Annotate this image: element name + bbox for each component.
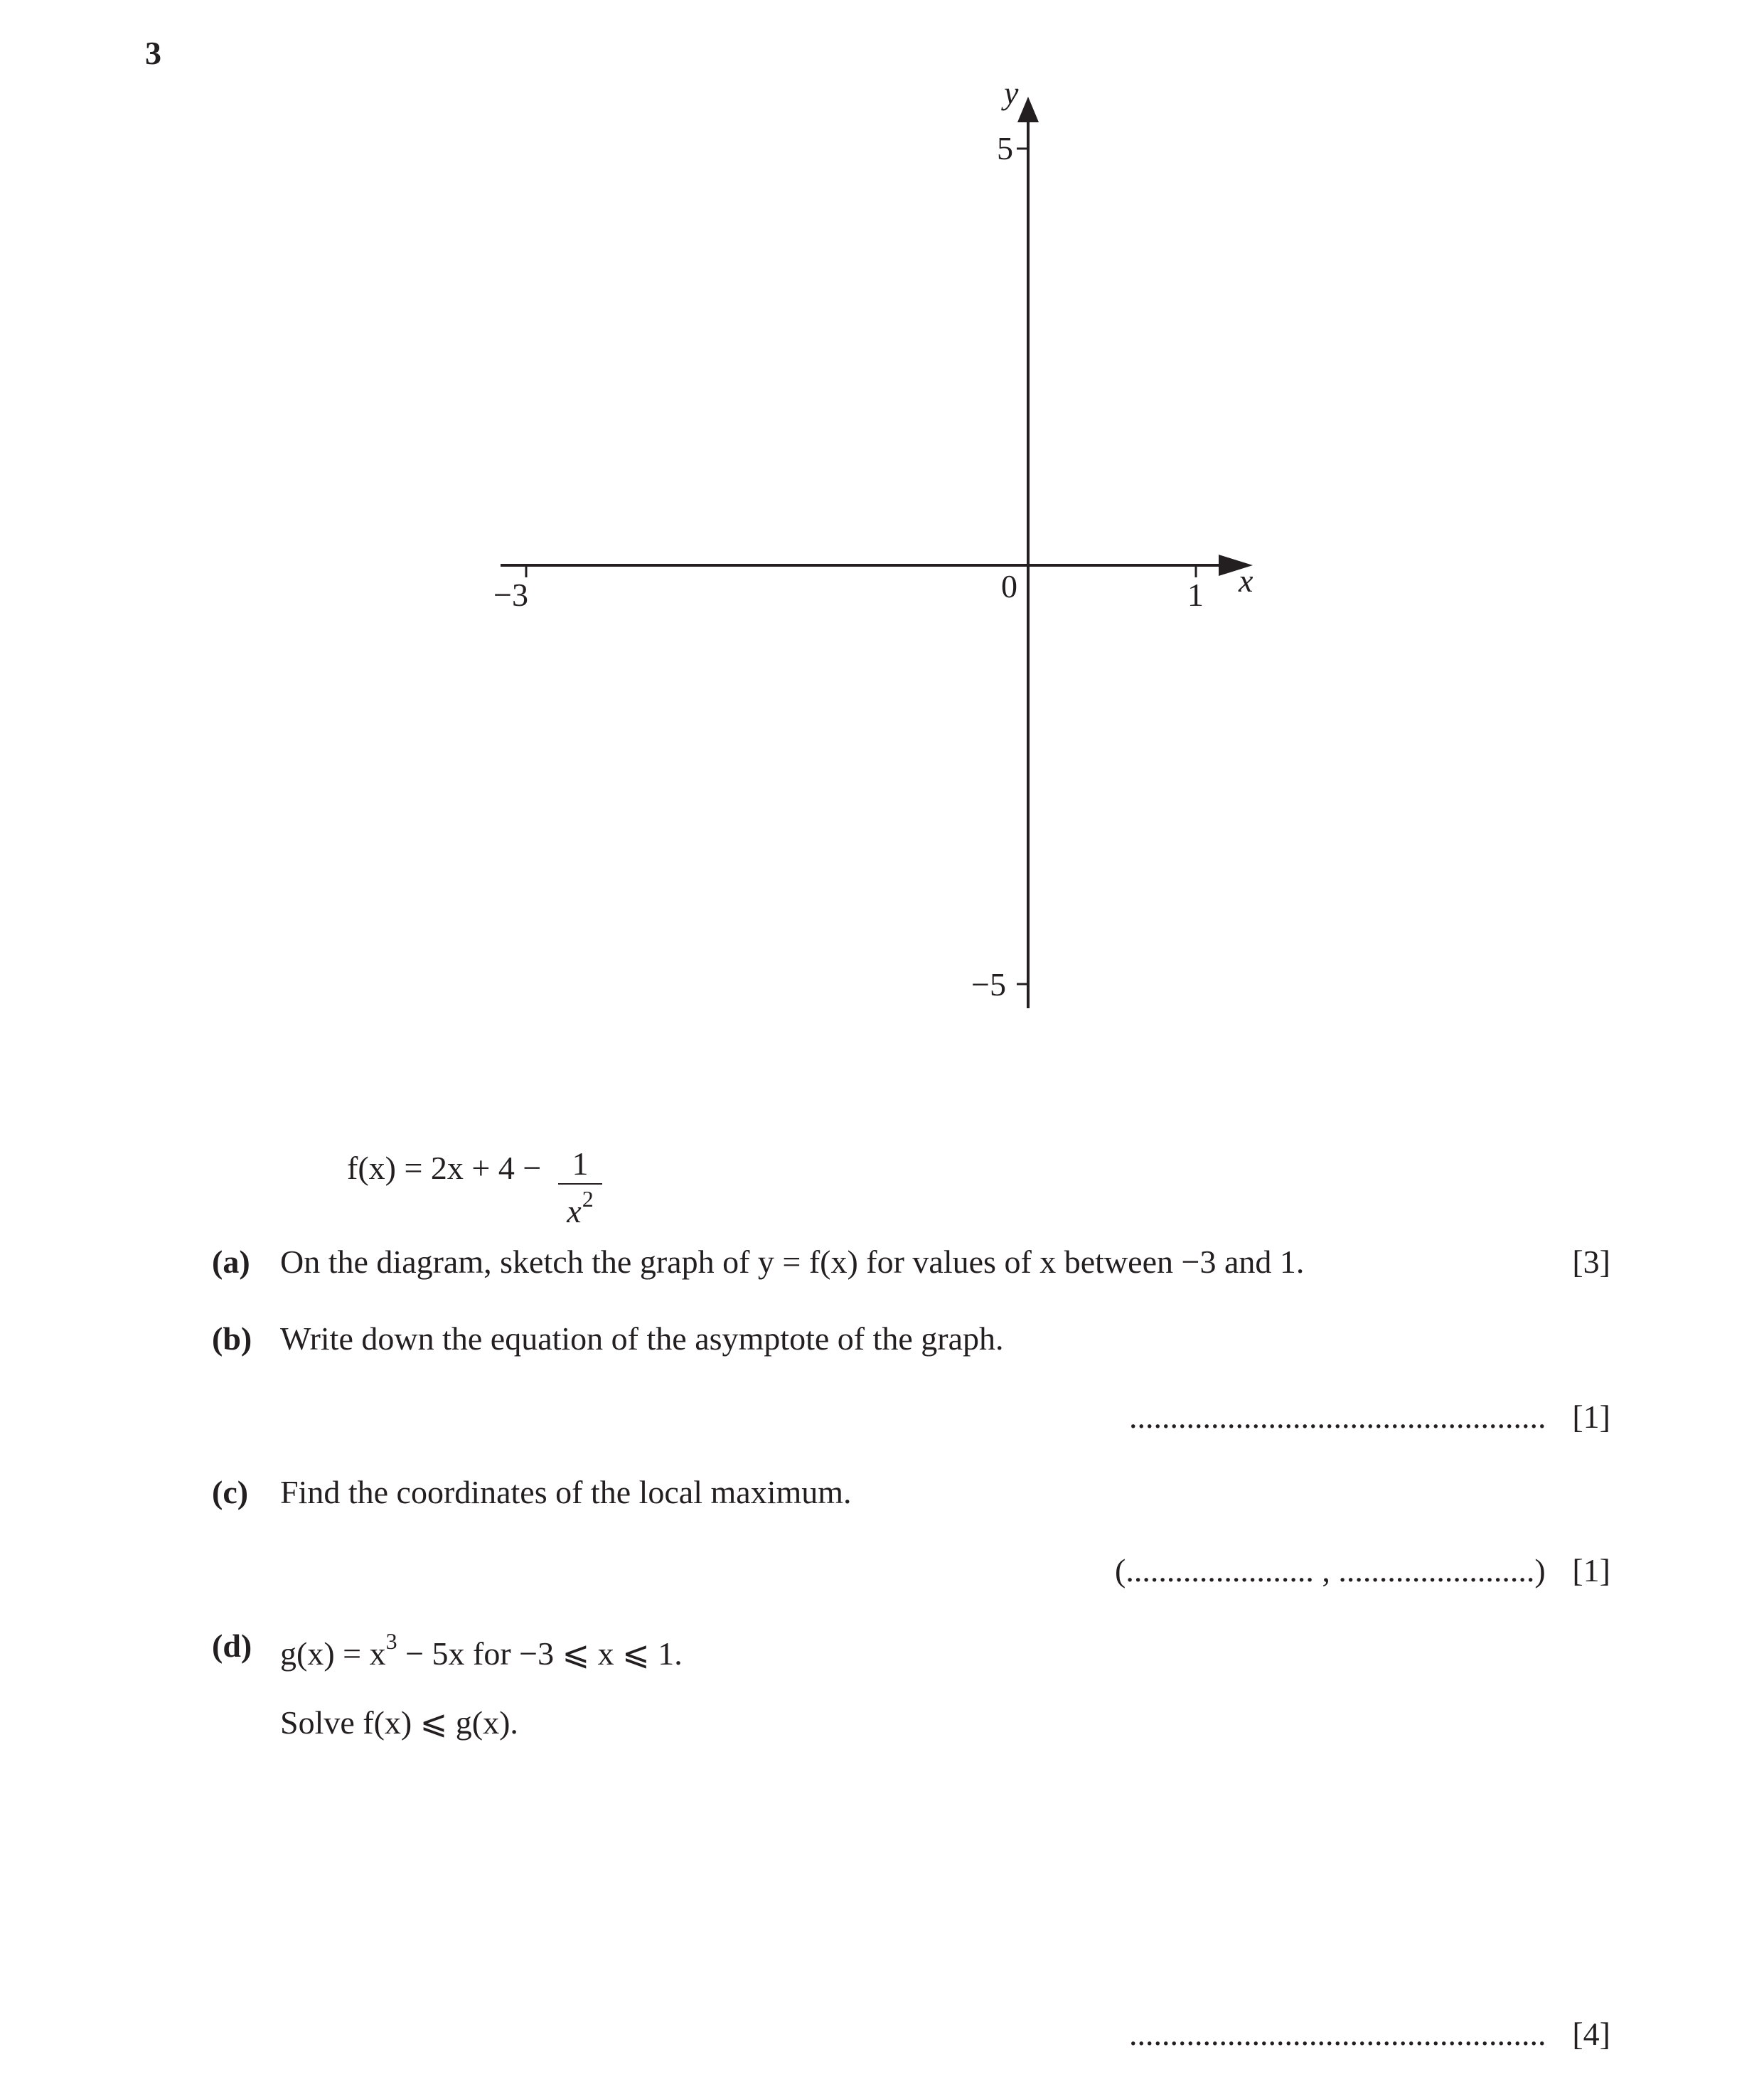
fraction-numerator: 1	[572, 1145, 589, 1182]
y-tick-label-neg5: −5	[971, 966, 1006, 1003]
part-c-label: (c)	[212, 1474, 249, 1510]
part-b-label: (b)	[212, 1320, 252, 1357]
part-d-label: (d)	[212, 1628, 252, 1664]
function-f-fraction	[558, 1145, 602, 1230]
part-c-marks: [1]	[1572, 1552, 1610, 1588]
question-number: 3	[145, 35, 161, 71]
y-tick-label-5: 5	[997, 130, 1013, 166]
x-tick-label-neg3: −3	[493, 577, 528, 613]
denominator-variable: x	[567, 1193, 582, 1229]
g-power: 3	[385, 1628, 397, 1654]
part-d-marks: [4]	[1572, 2016, 1610, 2052]
x-tick-label-1: 1	[1187, 577, 1204, 613]
part-d-answer-line[interactable]: ...................................................	[1129, 2016, 1546, 2052]
part-a-marks: [3]	[1572, 1244, 1610, 1280]
denominator-power: 2	[582, 1186, 594, 1212]
part-c-answer-line[interactable]: (....................... , ........................)	[1115, 1552, 1546, 1588]
y-axis-arrowhead	[1017, 97, 1039, 122]
origin-label: 0	[1001, 568, 1017, 604]
g-def-end: − 5x for −3 ⩽ x ⩽ 1.	[397, 1635, 683, 1672]
part-b-marks: [1]	[1572, 1399, 1610, 1435]
part-c-text: Find the coordinates of the local maximum.	[280, 1474, 852, 1510]
part-b-text: Write down the equation of the asymptote of the graph.	[280, 1320, 1004, 1357]
part-a-label: (a)	[212, 1244, 250, 1280]
part-d-instruction: Solve f(x) ⩽ g(x).	[280, 1704, 518, 1741]
y-axis-label: y	[1004, 75, 1019, 111]
fraction-denominator	[558, 1185, 602, 1230]
function-f-definition	[347, 1152, 541, 1185]
part-a-text: On the diagram, sketch the graph of y = f(x) for values of x between −3 and 1.	[280, 1244, 1305, 1280]
part-d-g-definition	[280, 1630, 683, 1670]
g-def-start: g(x) = x	[280, 1635, 386, 1672]
x-axis-label: x	[1239, 562, 1253, 599]
part-b-answer-line[interactable]: ...................................................	[1129, 1399, 1546, 1435]
function-f-lhs: f(x) = 2x + 4 −	[347, 1150, 542, 1186]
